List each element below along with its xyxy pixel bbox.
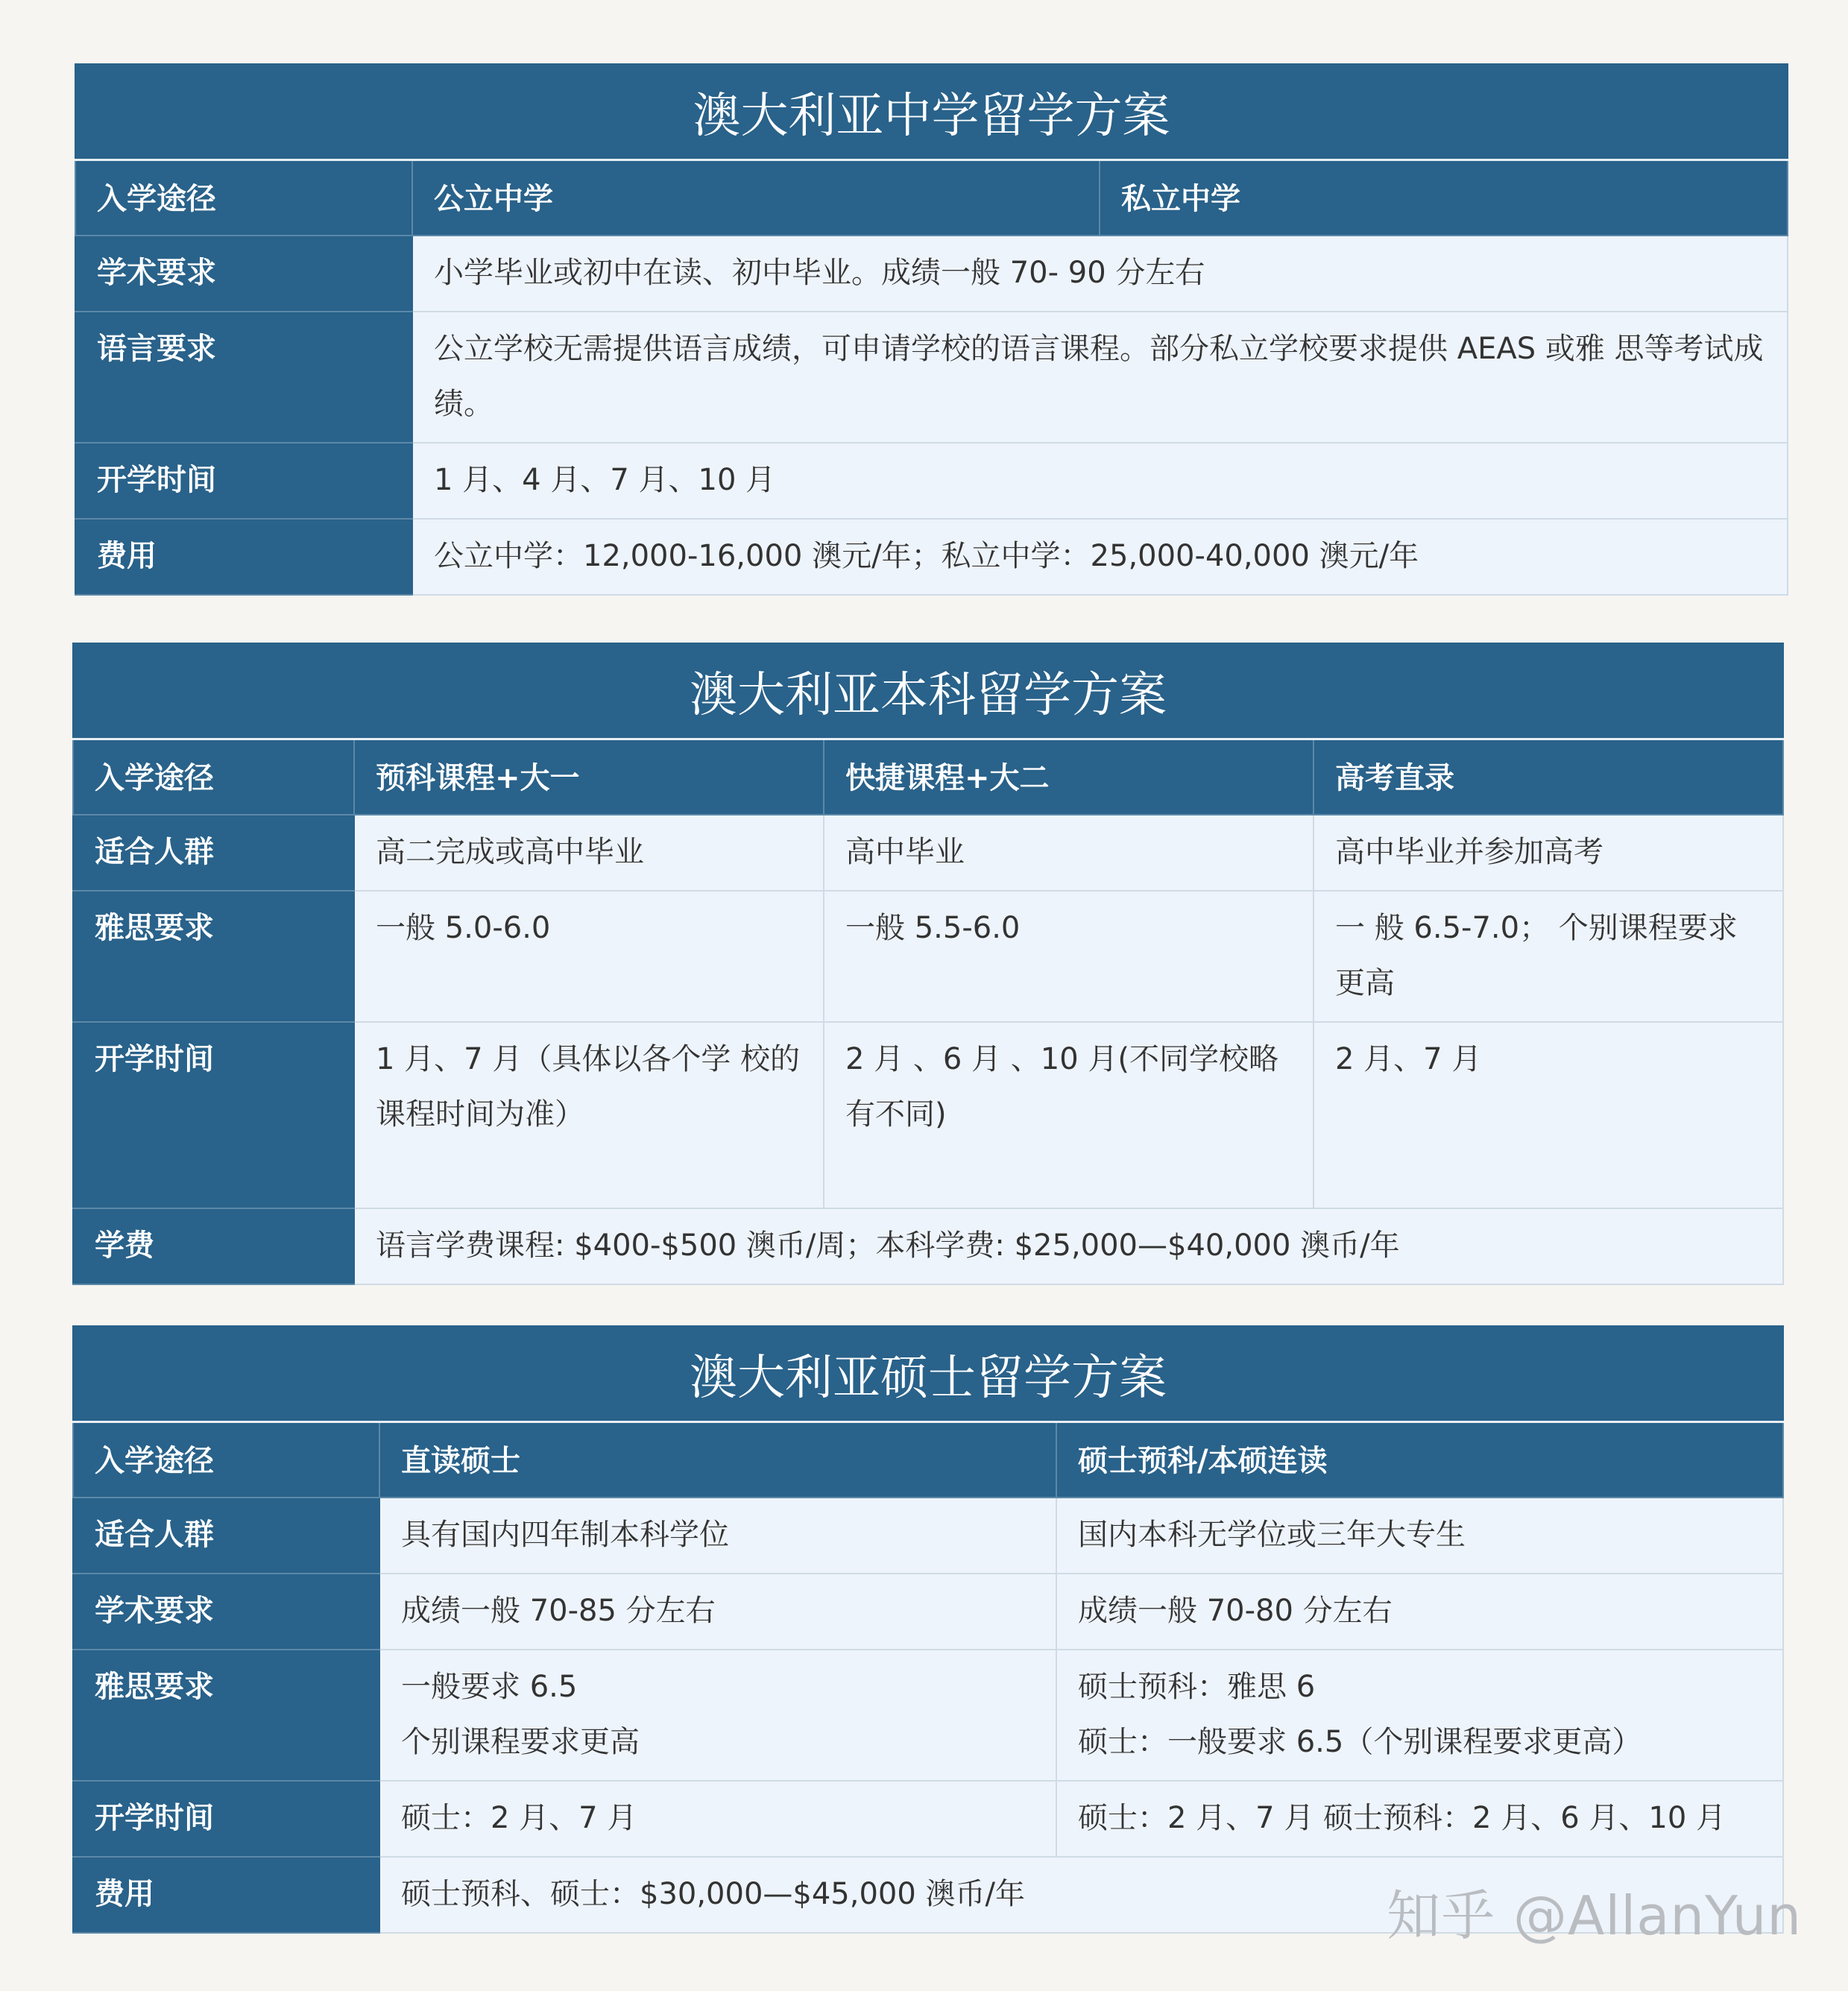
- header-cell: 直读硕士: [379, 1422, 1056, 1498]
- row-label: 适合人群: [73, 815, 354, 891]
- row-label: 雅思要求: [73, 891, 354, 1022]
- header-cell: 入学途径: [73, 1422, 379, 1498]
- master-table: [72, 1325, 1784, 1934]
- row-value: 语言学费课程: $400-$500 澳币/周；本科学费: $25,000—$40,000 澳币/年: [354, 1208, 1783, 1284]
- row-label: 费用: [75, 519, 412, 595]
- master-title: 澳大利亚硕士留学方案: [73, 1326, 1783, 1422]
- row-label: 语言要求: [75, 312, 412, 443]
- undergrad-title: 澳大利亚本科留学方案: [73, 643, 1783, 739]
- header-cell: 入学途径: [75, 160, 412, 236]
- row-value: 成绩一般 70-80 分左右: [1056, 1574, 1783, 1650]
- secondary-title: 澳大利亚中学留学方案: [75, 64, 1788, 160]
- row-label: 开学时间: [73, 1781, 379, 1857]
- row-value: 公立中学：12,000-16,000 澳元/年；私立中学：25,000-40,000 澳元/年: [412, 519, 1788, 595]
- header-cell: 硕士预科/本硕连读: [1056, 1422, 1783, 1498]
- row-label: 雅思要求: [73, 1650, 379, 1781]
- header-cell: 快捷课程+大二: [824, 739, 1314, 815]
- header-cell: 预科课程+大一: [354, 739, 824, 815]
- row-label: 学术要求: [75, 236, 412, 312]
- row-value: 2 月、7 月: [1314, 1022, 1783, 1208]
- row-value: 国内本科无学位或三年大专生: [1056, 1498, 1783, 1574]
- row-label: 开学时间: [73, 1022, 354, 1208]
- row-value: 一 般 6.5-7.0； 个别课程要求更高: [1314, 891, 1783, 1022]
- row-value: 2 月 、6 月 、10 月(不同学校略有不同): [824, 1022, 1314, 1208]
- row-value: 具有国内四年制本科学位: [379, 1498, 1056, 1574]
- row-value: 高中毕业: [824, 815, 1314, 891]
- header-cell: 公立中学: [412, 160, 1100, 236]
- row-value: 成绩一般 70-85 分左右: [379, 1574, 1056, 1650]
- row-value: 硕士预科：雅思 6 硕士：一般要求 6.5（个别课程要求更高）: [1056, 1650, 1783, 1781]
- row-value: 一般 5.0-6.0: [354, 891, 824, 1022]
- row-value: 一般要求 6.5 个别课程要求更高: [379, 1650, 1056, 1781]
- row-value: 公立学校无需提供语言成绩，可申请学校的语言课程。部分私立学校要求提供 AEAS 或雅 思等考试成绩。: [412, 312, 1788, 443]
- row-value: 硕士：2 月、7 月 硕士预科：2 月、6 月、10 月: [1056, 1781, 1783, 1857]
- row-label: 学术要求: [73, 1574, 379, 1650]
- undergrad-table: [72, 643, 1784, 1285]
- row-label: 适合人群: [73, 1498, 379, 1574]
- row-value: 高中毕业并参加高考: [1314, 815, 1783, 891]
- row-value: 硕士：2 月、7 月: [379, 1781, 1056, 1857]
- header-cell: 私立中学: [1100, 160, 1788, 236]
- row-value: 1 月、7 月（具体以各个学 校的课程时间为准）: [354, 1022, 824, 1208]
- header-cell: 入学途径: [73, 739, 354, 815]
- row-label: 费用: [73, 1857, 379, 1933]
- row-value: 高二完成或高中毕业: [354, 815, 824, 891]
- row-value: 一般 5.5-6.0: [824, 891, 1314, 1022]
- row-value: 小学毕业或初中在读、初中毕业。成绩一般 70- 90 分左右: [412, 236, 1788, 312]
- row-value: 硕士预科、硕士：$30,000—$45,000 澳币/年: [379, 1857, 1783, 1933]
- secondary-table: [75, 63, 1788, 596]
- row-label: 开学时间: [75, 443, 412, 519]
- watermark: 知乎 @AllanYun: [1387, 1884, 1802, 1947]
- row-value: 1 月、4 月、7 月、10 月: [412, 443, 1788, 519]
- header-cell: 高考直录: [1314, 739, 1783, 815]
- row-label: 学费: [73, 1208, 354, 1284]
